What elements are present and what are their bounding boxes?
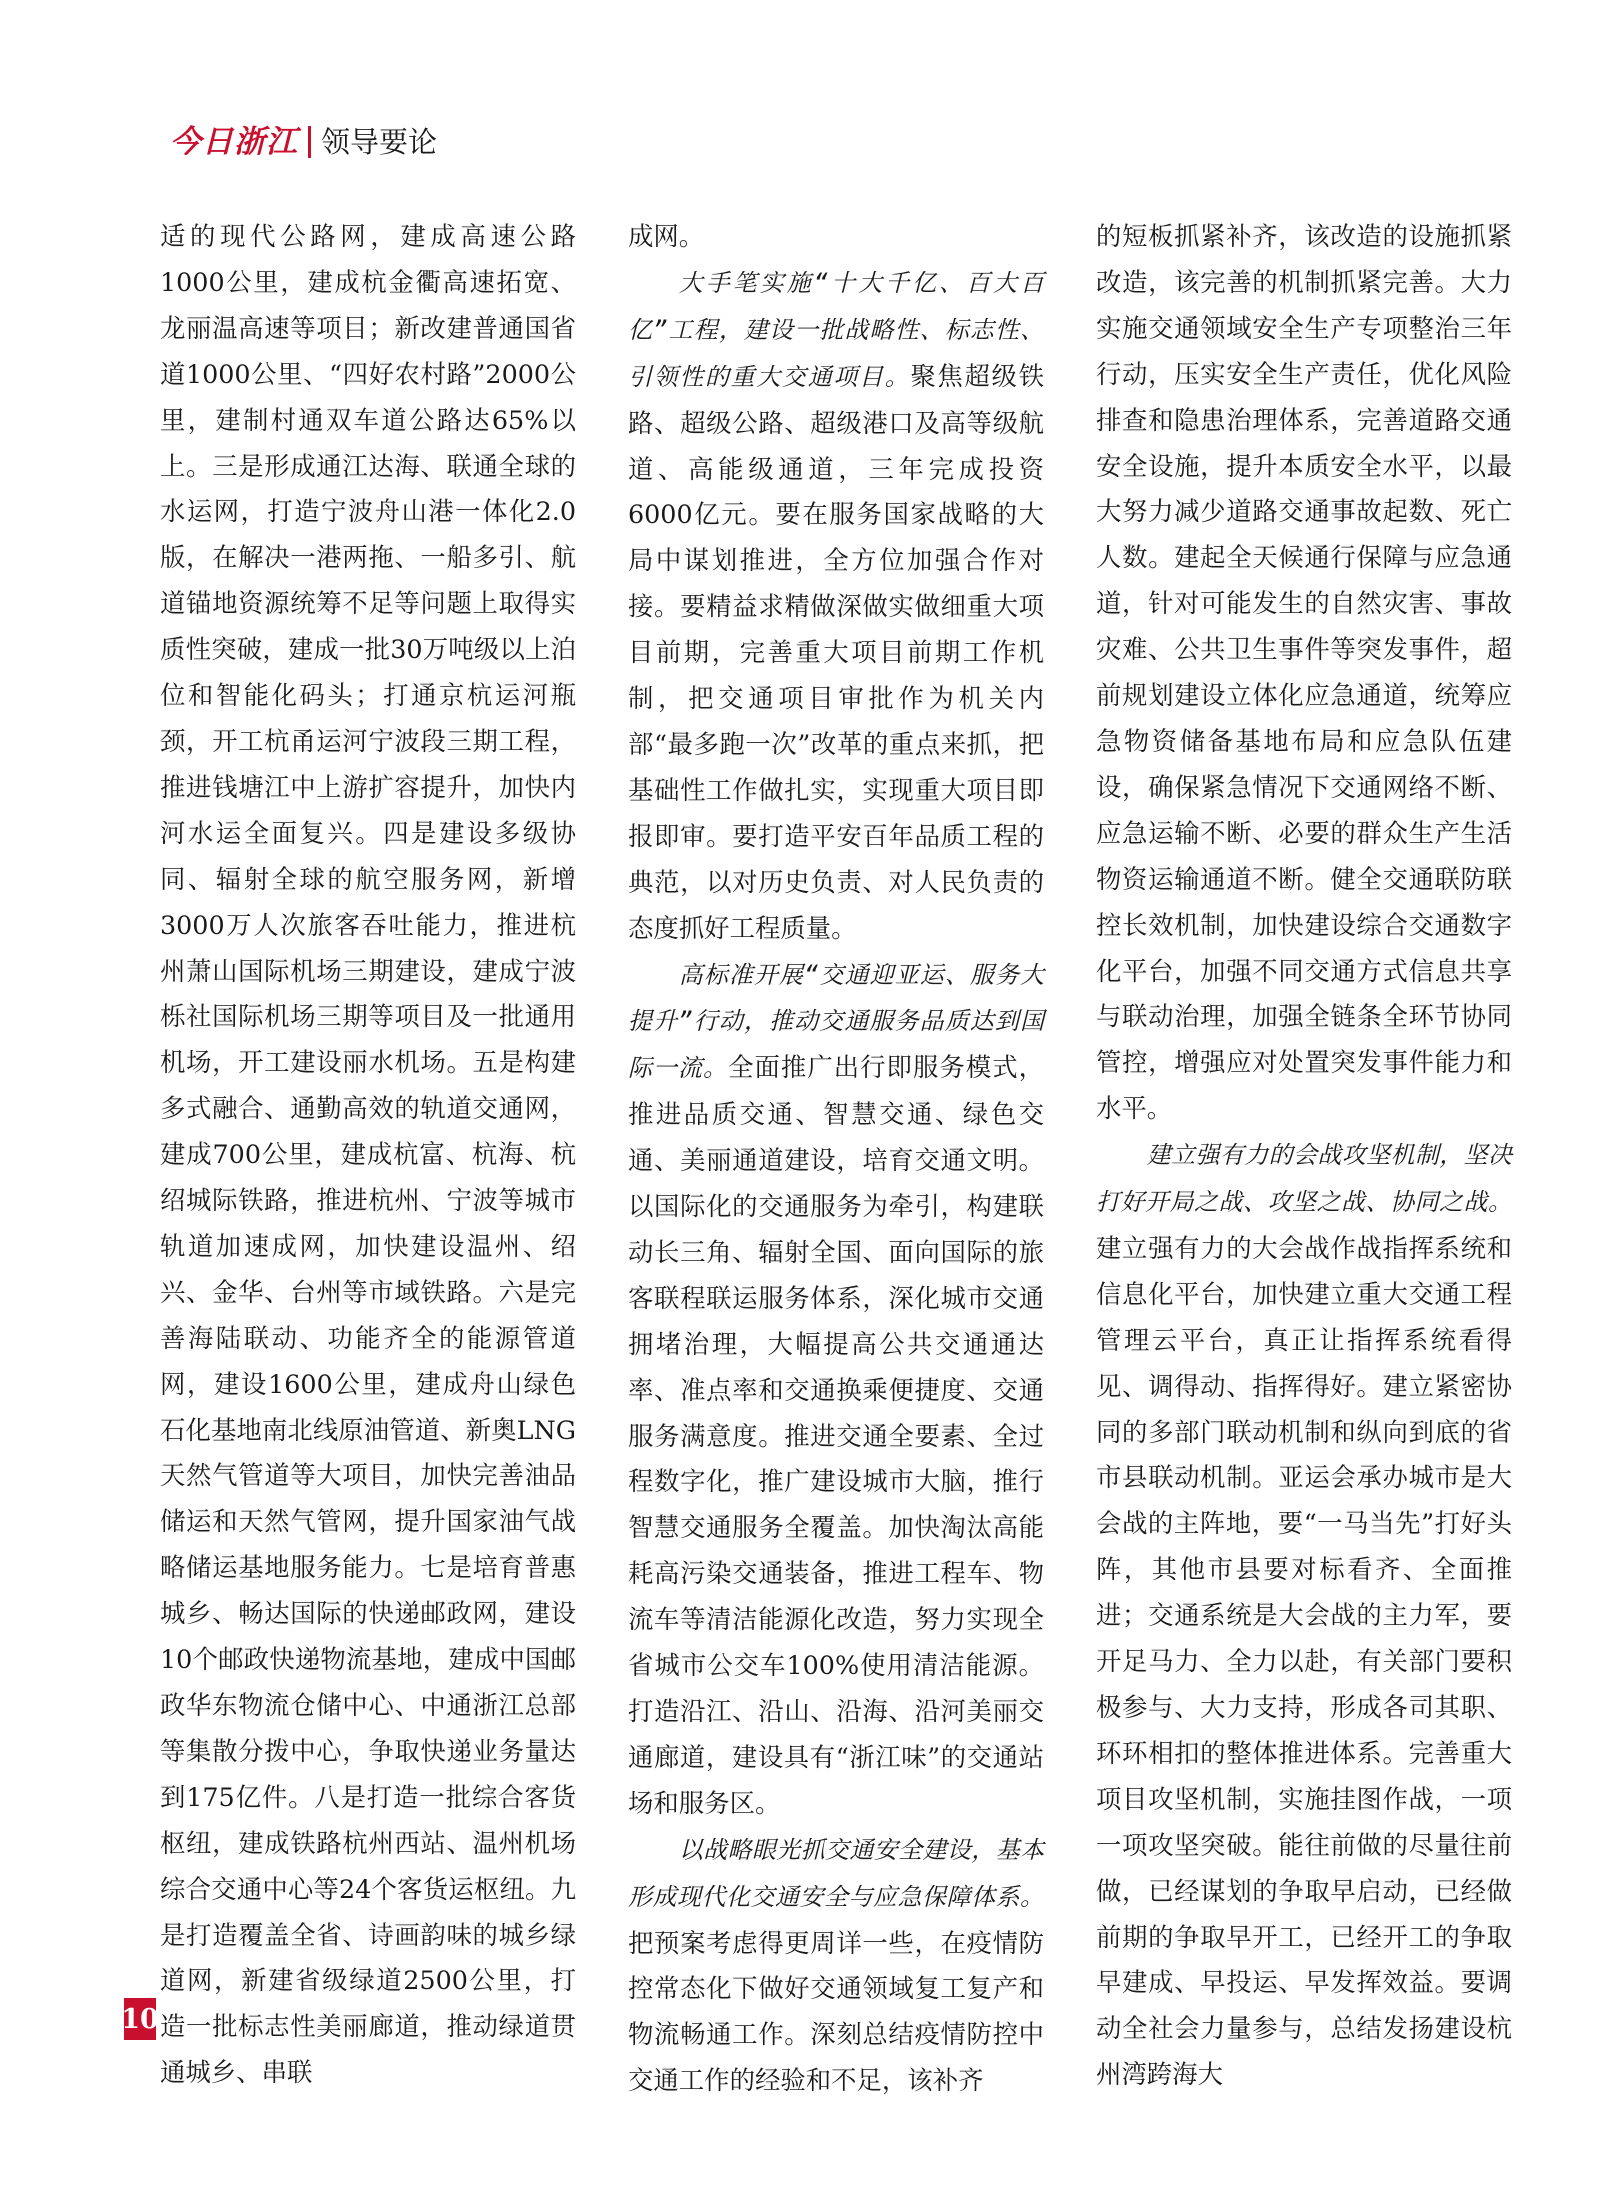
paragraph-lead: 大手笔实施“十大千亿、百大百亿”工程，建设一批战略性、标志性、引领性的重大交通项目。 [628,268,1044,391]
paragraph [628,1827,1044,2104]
paragraph-text: 聚焦超级铁路、超级公路、超级港口及高等级航道、高能级通道，三年完成投资6000亿元。要在服务国家战略的大局中谋划推进，全方位加强合作对接。要精益求精做深做实做细重大项目前期，完善重大项目前期工作机制，把交通项目审批作为机关内部“最多跑一次”改革的重点来抓，把基础性工作做扎实，实现重大项目即报即审。要打造平安百年品质工程的典范，以对历史负责、对人民负责的态度抓好工程质量。 [628,360,1045,943]
column-1 [160,214,576,2088]
paragraph [628,214,1044,260]
section-title: 领导要论 [321,124,438,159]
paragraph [1096,214,1512,1132]
paragraph [628,952,1044,1827]
article-body [160,214,1512,2096]
paragraph-lead: 高标准开展“交通迎亚运、服务大提升”行动，推动交通服务品质达到国际一流。 [628,960,1044,1083]
paragraph-text: 建立强有力的大会战作战指挥系统和信息化平台，加快建立重大交通工程管理云平台，真正让指挥系统看得见、调得动、指挥得好。建立紧密协同的多部门联动机制和纵向到底的省市县联动机制。亚运会承办城市是大会战的主阵地，要“一马当先”打好头阵，其他市县要对标看齐、全面推进；交通系统是大会战的主力军，要开足马力、全力以赴，有关部门要积极参与、大力支持，形成各司其职、环环相扣的整体推进体系。完善重大项目攻坚机制，实施挂图作战，一项一项攻坚突破。能往前做的尽量往前做，已经谋划的争取早启动，已经做前期的争取早开工，已经开工的争取早建成、早投运、早发挥效益。要调动全社会力量参与，总结发扬建设杭州湾跨海大 [1096,1232,1512,2090]
column-3 [1096,214,1512,2090]
magazine-logo: 今日浙江 [170,123,298,160]
column-2 [628,214,1045,2096]
page-header [170,118,437,166]
header-divider [308,126,311,158]
paragraph-text: 把预案考虑得更周详一些，在疫情防控常态化下做好交通领域复工复产和物流畅通工作。深刻总结疫情防控中交通工作的经验和不足，该补齐 [628,1927,1044,2096]
page-number: 10 [124,1998,156,2040]
paragraph [160,214,576,2096]
paragraph [1096,1132,1512,2098]
paragraph-text: 的短板抓紧补齐，该改造的设施抓紧改造，该完善的机制抓紧完善。大力实施交通领域安全生产专项整治三年行动，压实安全生产责任，优化风险排查和隐患治理体系，完善道路交通安全设施，提升本质安全水平，以最大努力减少道路交通事故起数、死亡人数。建起全天候通行保障与应急通道，针对可能发生的自然灾害、事故灾难、公共卫生事件等突发事件，超前规划建设立体化应急通道，统筹应急物资储备基地布局和应急队伍建设，确保紧急情况下交通网络不断、应急运输不断、必要的群众生产生活物资运输通道不断。健全交通联防联控长效机制，加快建设综合交通数字化平台，加强不同交通方式信息共享与联动治理，加强全链条全环节协同管控，增强应对处置突发事件能力和水平。 [1096,221,1512,1124]
paragraph-text: 适的现代公路网，建成高速公路1000公里，建成杭金衢高速拓宽、龙丽温高速等项目；新改建普通国省道1000公里、“四好农村路”2000公里，建制村通双车道公路达65%以上。三是形成通江达海、联通全球的水运网，打造宁波舟山港一体化2.0版，在解决一港两拖、一船多引、航道锚地资源统筹不足等问题上取得实质性突破，建成一批30万吨级以上泊位和智能化码头；打通京杭运河瓶颈，开工杭甬运河宁波段三期工程，推进钱塘江中上游扩容提升，加快内河水运全面复兴。四是建设多级协同、辐射全球的航空服务网，新增3000万人次旅客吞吐能力，推进杭州萧山国际机场三期建设，建成宁波栎社国际机场三期等项目及一批通用机场，开工建设丽水机场。五是构建多式融合、通勤高效的轨道交通网，建成700公里，建成杭富、杭海、杭绍城际铁路，推进杭州、宁波等城市轨道加速成网，加快建设温州、绍兴、金华、台州等市域铁路。六是完善海陆联动、功能齐全的能源管道网，建设1600公里，建成舟山绿色石化基地南北线原油管道、新奥LNG天然气管道等大项目，加快完善油品储运和天然气管网，提升国家油气战略储运基地服务能力。七是培育普惠城乡、畅达国际的快递邮政网，建设10个邮政快递物流基地，建成中国邮政华东物流仓储中心、中通浙江总部等集散分拨中心，争取快递业务量达到175亿件。八是打造一批综合客货枢纽，建成铁路杭州西站、温州机场综合交通中心等24个客货运枢纽。九是打造覆盖全省、诗画韵味的城乡绿道网，新建省级绿道2500公里，打造一批标志性美丽廊道，推动绿道贯通城乡、串联 [160,221,576,2088]
paragraph-text: 全面推广出行即服务模式，推进品质交通、智慧交通、绿色交通、美丽通道建设，培育交通文明。以国际化的交通服务为牵引，构建联动长三角、辐射全国、面向国际的旅客联程联运服务体系，深化城市交通拥堵治理，大幅提高公共交通通达率、准点率和交通换乘便捷度、交通服务满意度。推进交通全要素、全过程数字化，推广建设城市大脑，推行智慧交通服务全覆盖。加快淘汰高能耗高污染交通装备，推进工程车、物流车等清洁能源化改造，努力实现全省城市公交车100%使用清洁能源。打造沿江、沿山、沿海、沿河美丽交通廊道，建设具有“浙江味”的交通站场和服务区。 [628,1052,1045,1818]
paragraph-text: 成网。 [628,221,705,251]
paragraph [628,260,1044,952]
paragraph-lead: 以战略眼光抓交通安全建设，基本形成现代化交通安全与应急保障体系。 [628,1835,1044,1911]
paragraph-lead: 建立强有力的会战攻坚机制，坚决打好开局之战、攻坚之战、协同之战。 [1096,1141,1512,1217]
